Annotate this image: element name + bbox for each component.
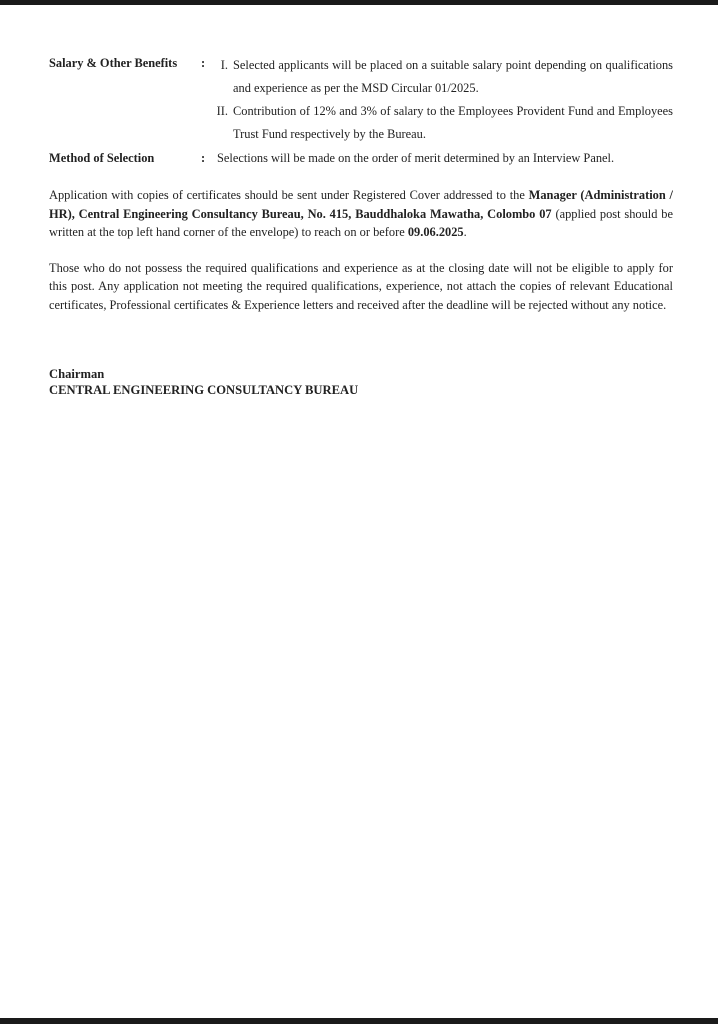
scan-top-edge: [0, 0, 718, 5]
benefit-number: I.: [220, 58, 228, 72]
application-text-2: (applied post should be written at the top left hand corner of the envelope) to reach on or before: [49, 206, 673, 239]
application-instructions: [49, 186, 673, 242]
signature-block: [49, 366, 673, 398]
salary-benefits-list: [217, 54, 673, 146]
benefit-item: [217, 100, 673, 146]
benefit-number: II.: [216, 104, 228, 118]
method-selection-label: Method of Selection: [49, 151, 155, 165]
closing-date: 09.06.2025: [407, 225, 464, 239]
method-selection-colon: :: [201, 151, 206, 165]
benefit-text: Selected applicants will be placed on a suitable salary point depending on qualifications and experience as per the MSD Circular 01/2025.: [233, 58, 673, 95]
eligibility-notice: Those who do not possess the required qualifications and experience as at the closing date will not be eligible to apply for this post. Any application not meeting the required qualifications, experience, not attach the copies of relevant Educational certificates, Professional certificates & Experience letters and received after the deadline will be rejected without any notice.: [49, 260, 673, 312]
application-text-1: Application with copies of certificates should be sent under Registered Cover addressed to the: [49, 188, 529, 202]
document-body: [49, 57, 673, 398]
method-selection-text: Selections will be made on the order of merit determined by an Interview Panel.: [217, 151, 615, 165]
scan-bottom-edge: [0, 1018, 718, 1024]
signatory-title: Chairman: [49, 367, 105, 381]
organization-name: CENTRAL ENGINEERING CONSULTANCY BUREAU: [49, 383, 359, 397]
benefit-text: Contribution of 12% and 3% of salary to the Employees Provident Fund and Employees Trust Fund respectively by the Bureau.: [233, 104, 673, 141]
method-selection-row: [49, 149, 673, 167]
salary-benefits-colon: :: [201, 56, 206, 70]
postal-address: Manager (Administration / HR), Central Engineering Consultancy Bureau, No. 415, Bauddhaloka Mawatha, Colombo 07: [49, 188, 673, 221]
salary-benefits-row: [49, 54, 673, 146]
benefit-item: [217, 54, 673, 100]
salary-benefits-label: Salary & Other Benefits: [49, 56, 178, 70]
application-text-3: .: [463, 225, 467, 239]
